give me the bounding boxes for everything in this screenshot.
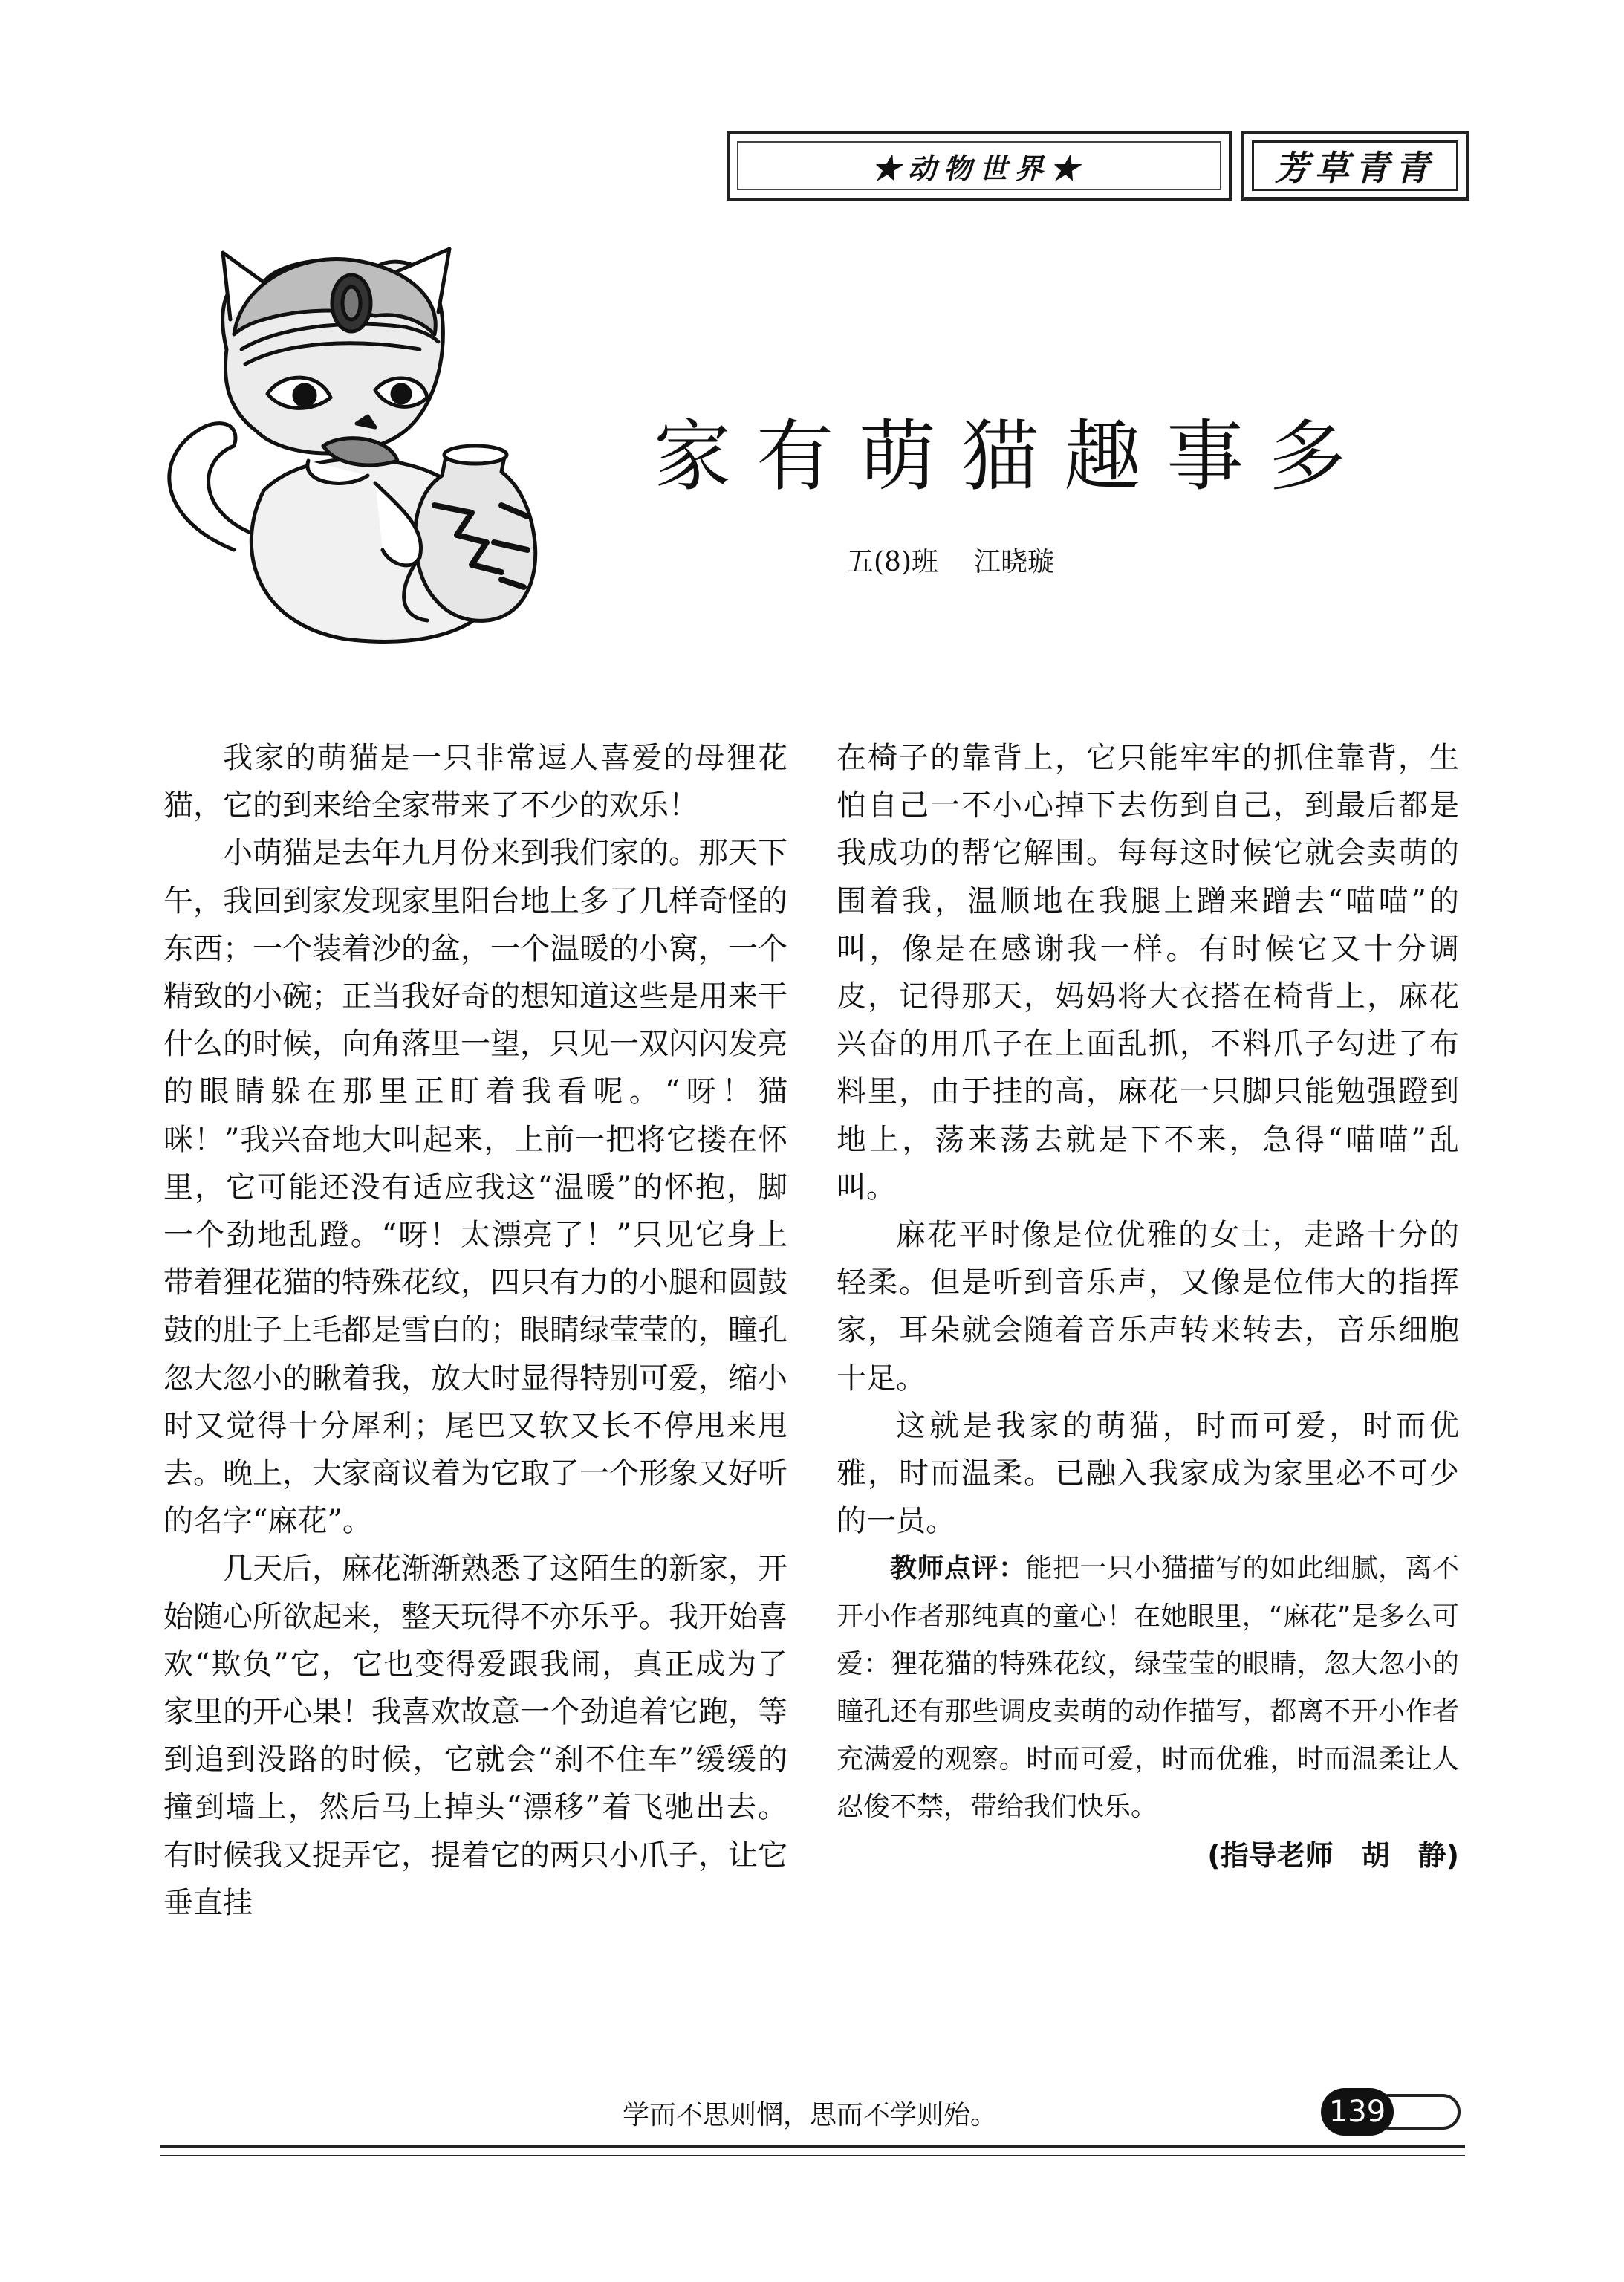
column-label: 芳草青青 <box>1252 140 1458 191</box>
column-label-box <box>1241 131 1469 201</box>
footer-rule-thin <box>160 2155 1465 2156</box>
section-label-box <box>727 131 1232 201</box>
text-column-left <box>163 734 787 1927</box>
article-title: 家有萌猫趣事多 <box>654 411 1372 502</box>
text-column-right <box>837 734 1459 1879</box>
author-class: 五(8)班 <box>847 547 938 577</box>
paragraph: 麻花平时像是位优雅的女士，走路十分的轻柔。但是听到音乐声，又像是位伟大的指挥家，耳朵就会随着音乐声转来转去，音乐细胞十足。 <box>837 1218 1459 1396</box>
byline <box>847 541 1090 579</box>
cat-with-vase-icon <box>152 238 635 654</box>
author-name: 江晓璇 <box>974 547 1055 577</box>
paragraph: 小萌猫是去年九月份来到我们家的。那天下午，我回到家发现家里阳台地上多了几样奇怪的东西；一个装着沙的盆，一个温暖的小窝，一个精致的小碗；正当我好奇的想知道这些是用来干什么的时候，向角落里一望，只见一双闪闪发亮的眼睛躲在那里正盯着我看呢。“呀！猫咪！”我兴奋地大叫起来，上前一把将它搂在怀里，它可能还没有适应我这“温暖”的怀抱，脚一个劲地乱蹬。“呀！太漂亮了！”只见它身上带着狸花猫的特殊花纹，四只有力的小腿和圆鼓鼓的肚子上毛都是雪白的；眼睛绿莹莹的，瞳孔忽大忽小的瞅着我，放大时显得特别可爱，缩小时又觉得十分犀利；尾巴又软又长不停甩来甩去。晚上，大家商议着为它取了一个形象又好听的名字“麻花”。 <box>163 836 787 1539</box>
section-header <box>727 131 1469 201</box>
comment-label: 教师点评： <box>890 1553 1026 1584</box>
comment-text: 能把一只小猫描写的如此细腻，离不开小作者那纯真的童心！在她眼里，“麻花”是多么可爱：狸花猫的特殊花纹，绿莹莹的眼睛，忽大忽小的瞳孔还有那些调皮卖萌的动作描写，都离不开小作者充满爱的观察。时而可爱，时而优雅，时而温柔让人忍俊不禁，带给我们快乐。 <box>837 1553 1459 1823</box>
paragraph: 这就是我家的萌猫，时而可爱，时而优雅，时而温柔。已融入我家成为家里必不可少的一员。 <box>837 1408 1459 1539</box>
teacher-comment <box>837 1545 1459 1831</box>
paragraph: 几天后，麻花渐渐熟悉了这陌生的新家，开始随心所欲起来，整天玩得不亦乐乎。我开始喜欢“欺负”它，它也变得爱跟我闹，真正成为了家里的开心果！我喜欢故意一个劲追着它跑，等到追到没路的时候，它就会“刹不住车”缓缓的撞到墙上，然后马上掉头“漂移”着飞驰出去。有时候我又捉弄它，提着它的两只小爪子，让它垂直挂 <box>163 1552 787 1920</box>
page-number: 139 <box>1321 2088 1394 2136</box>
guide-teacher: (指导老师 胡 静) <box>1207 1838 1459 1872</box>
section-label: ★动物世界★ <box>737 141 1221 190</box>
footer-rule-thick <box>160 2145 1465 2148</box>
paragraph: 在椅子的靠背上，它只能牢牢的抓住靠背，生怕自己一不小心掉下去伤到自己，到最后都是我成功的帮它解围。每每这时候它就会卖萌的围着我，温顺地在我腿上蹭来蹭去“喵喵”的叫，像是在感谢我一样。有时候它又十分调皮，记得那天，妈妈将大衣搭在椅背上，麻花兴奋的用爪子在上面乱抓，不料爪子勾进了布料里，由于挂的高，麻花一只脚只能勉强蹬到地上，荡来荡去就是下不来，急得“喵喵”乱叫。 <box>837 741 1459 1205</box>
footer-motto: 学而不思则惘，思而不学则殆。 <box>622 2100 997 2130</box>
paragraph: 我家的萌猫是一只非常逗人喜爱的母狸花猫，它的到来给全家带来了不少的欢乐！ <box>163 741 787 823</box>
